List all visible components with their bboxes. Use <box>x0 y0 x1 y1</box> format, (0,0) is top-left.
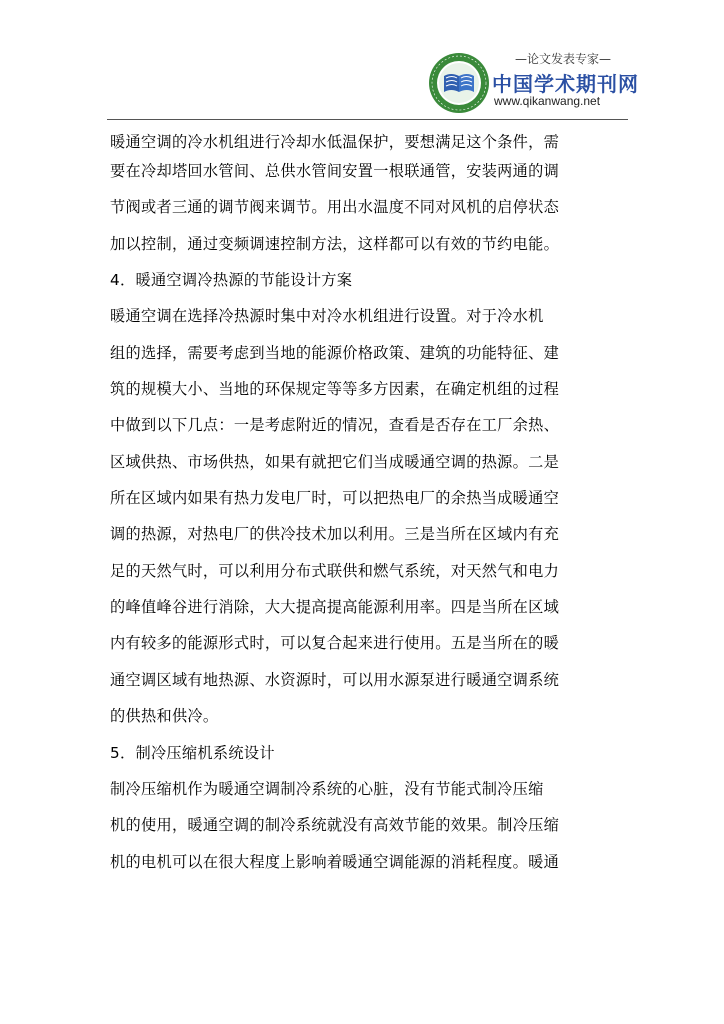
text-line: 暖通空调的冷水机组进行冷却水低温保护，要想满足这个条件，需 <box>110 133 560 151</box>
logo-tagline: —论文发表专家— <box>514 52 611 66</box>
text-line: 区域供热、市场供热，如果有就把它们当成暖通空调的热源。二是 <box>110 452 560 471</box>
text-line: 节阀或者三通的调节阀来调节。用出水温度不同对风机的启停状态 <box>110 198 560 217</box>
text-line: 内有较多的能源形式时，可以复合起来进行使用。五是当所在的暖 <box>110 634 560 653</box>
logo-name: 中国学术期刊网 <box>492 72 639 96</box>
text-line: 筑的规模大小、当地的环保规定等等多方因素，在确定机组的过程 <box>110 380 560 399</box>
text-line: 组的选择，需要考虑到当地的能源价格政策、建筑的功能特征、建 <box>110 343 560 362</box>
text-line: 加以控制，通过变频调速控制方法，这样都可以有效的节约电能。 <box>110 234 560 253</box>
text-line: 机的使用，暖通空调的制冷系统就没有高效节能的效果。制冷压缩 <box>110 816 560 835</box>
text-line: 调的热源，对热电厂的供冷技术加以利用。三是当所在区域内有充 <box>110 525 560 544</box>
text-line: 通空调区域有地热源、水资源时，可以用水源泵进行暖通空调系统 <box>110 670 560 689</box>
text-line: 要在冷却塔回水管间、总供水管间安置一根联通管，安装两通的调 <box>110 162 560 180</box>
text-line: 机的电机可以在很大程度上影响着暖通空调能源的消耗程度。暖通 <box>110 852 560 871</box>
page-header <box>0 0 724 122</box>
document-body <box>110 120 572 880</box>
text-line: 5．制冷压缩机系统设计 <box>110 743 275 762</box>
text-line: 暖通空调在选择冷热源时集中对冷水机组进行设置。对于冷水机 <box>110 307 544 326</box>
text-line: 所在区域内如果有热力发电厂时，可以把热电厂的余热当成暖通空 <box>110 489 560 508</box>
text-line: 中做到以下几点：一是考虑附近的情况，查看是否存在工厂余热、 <box>110 416 560 435</box>
text-line: 的供热和供冷。 <box>110 707 219 726</box>
logo-url: www.qikanwang.net <box>494 94 601 108</box>
text-line: 4．暖通空调冷热源的节能设计方案 <box>110 271 353 290</box>
text-line: 制冷压缩机作为暖通空调制冷系统的心脏，没有节能式制冷压缩 <box>110 779 544 798</box>
book-seal-icon <box>428 52 490 114</box>
text-line: 的峰值峰谷进行消除，大大提高提高能源利用率。四是当所在区域 <box>110 598 560 617</box>
journal-logo <box>428 48 639 118</box>
text-line: 足的天然气时，可以利用分布式联供和燃气系统，对天然气和电力 <box>110 561 560 580</box>
